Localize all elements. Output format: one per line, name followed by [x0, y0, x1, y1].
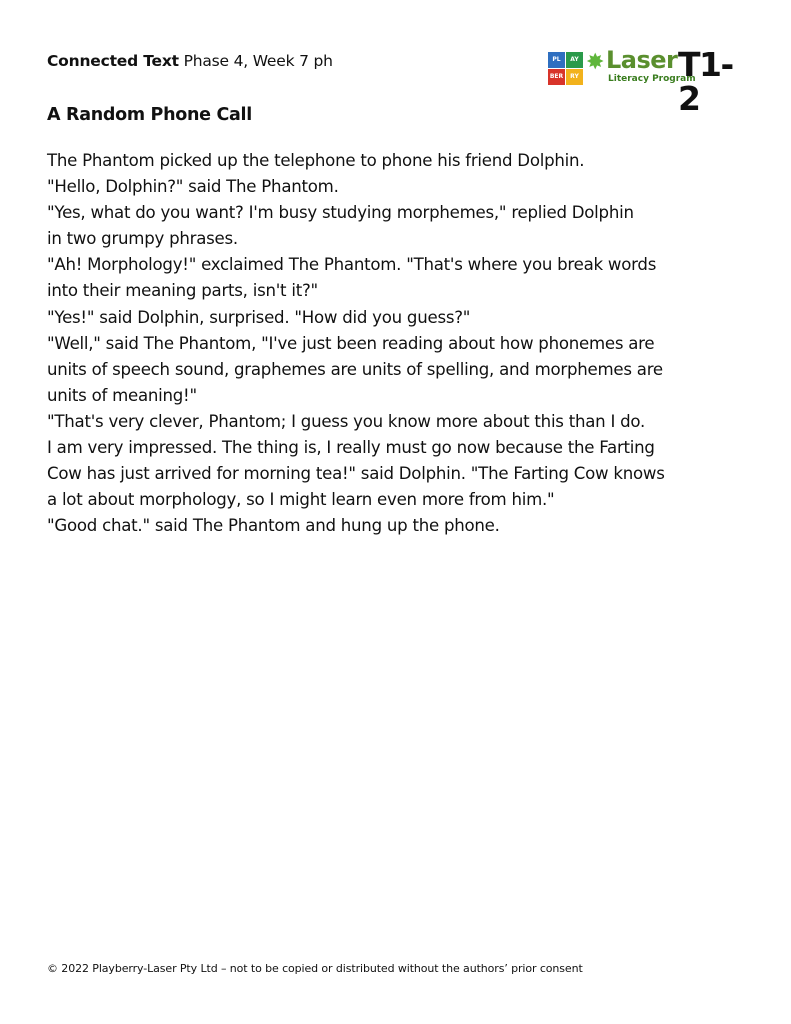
story-line: I am very impressed. The thing is, I really must go now because the Farting — [47, 438, 655, 458]
story-line: units of meaning!" — [47, 385, 197, 405]
story-line: "Yes, what do you want? I'm busy studying morphemes," replied Dolphin — [47, 203, 634, 223]
document-header — [47, 52, 333, 70]
story-line: a lot about morphology, so I might learn even more from him." — [47, 490, 555, 510]
story-line: in two grumpy phrases. — [47, 229, 238, 249]
story-title: A Random Phone Call — [47, 105, 252, 125]
laser-burst-icon: ✸ — [586, 50, 605, 75]
header-label-bold: Connected Text — [47, 52, 179, 70]
story-line: "Yes!" said Dolphin, surprised. "How did you guess?" — [47, 307, 471, 327]
logo-block-3: BER — [548, 69, 565, 85]
playberry-blocks-icon — [548, 52, 584, 86]
laser-t12-logo — [548, 44, 738, 118]
logo-block-4: RY — [566, 69, 583, 85]
logo-subtitle: Literacy Program — [608, 74, 696, 84]
story-line: "That's very clever, Phantom; I guess you know more about this than I do. — [47, 411, 646, 431]
story-line: "Ah! Morphology!" exclaimed The Phantom. "That's where you break words — [47, 255, 657, 275]
logo-block-1: PL — [548, 52, 565, 68]
story-line: into their meaning parts, isn't it?" — [47, 281, 318, 301]
story-line: Cow has just arrived for morning tea!" said Dolphin. "The Farting Cow knows — [47, 464, 665, 484]
story-text — [47, 148, 747, 539]
story-line: units of speech sound, graphemes are units of spelling, and morphemes are — [47, 359, 663, 379]
logo-level: T1-2 — [678, 45, 733, 118]
story-line: "Well," said The Phantom, "I've just been reading about how phonemes are — [47, 333, 655, 353]
story-line: The Phantom picked up the telephone to phone his friend Dolphin. — [47, 151, 585, 170]
logo-brand: Laser — [606, 46, 678, 74]
story-line: "Good chat." said The Phantom and hung up the phone. — [47, 516, 500, 536]
header-label-rest: Phase 4, Week 7 ph — [178, 52, 333, 70]
copyright-footer: © 2022 Playberry-Laser Pty Ltd – not to be copied or distributed without the authors’ prior consent — [47, 962, 583, 975]
story-line: "Hello, Dolphin?" said The Phantom. — [47, 177, 339, 197]
logo-block-2: AY — [566, 52, 583, 68]
